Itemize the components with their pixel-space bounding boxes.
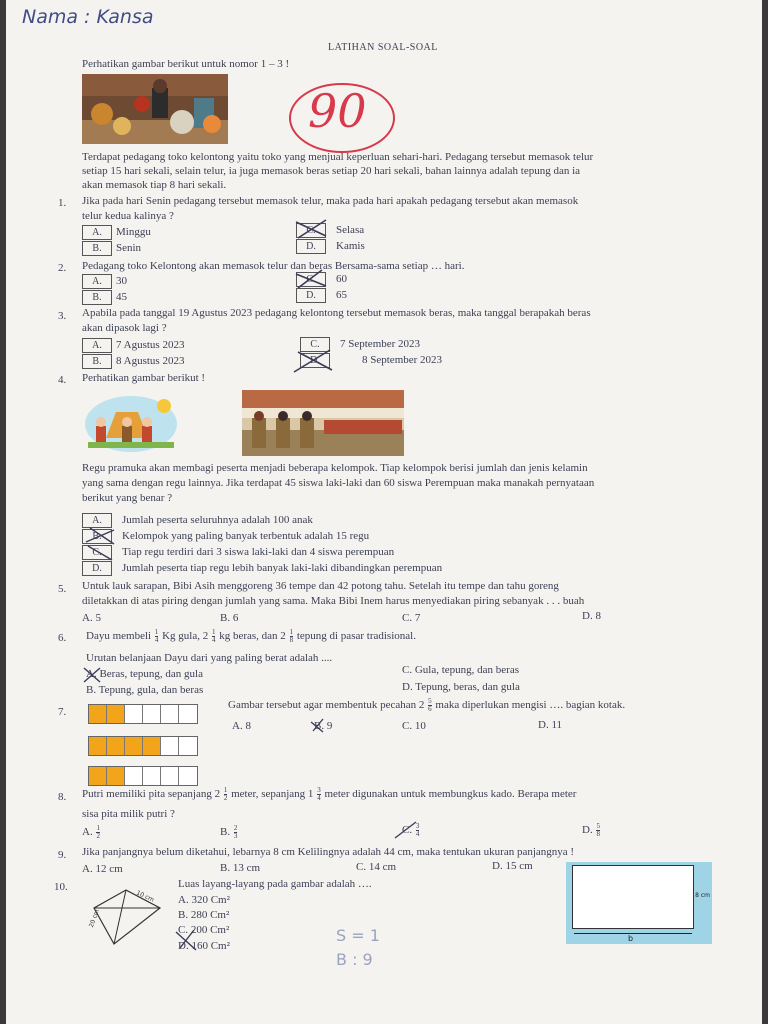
q1-option-d-box[interactable]: D. [296, 239, 326, 254]
q3-option-c-box[interactable]: C. [300, 337, 330, 352]
q9-length-label: b [628, 934, 634, 943]
q8-text-3: meter digunakan untuk membungkus kado. Berapa meter [324, 788, 577, 800]
scout-camp-illustration [82, 392, 180, 454]
q10-kite-label-1: 10 cm [135, 889, 156, 904]
q6-option-d[interactable]: D. Tepung, beras, dan gula [402, 681, 520, 693]
bar3-cell-6 [179, 767, 197, 785]
q8-number: 8. [58, 791, 67, 803]
q4-number: 4. [58, 374, 67, 386]
q7-text [228, 697, 625, 713]
q7-option-c[interactable]: C. 10 [402, 720, 426, 732]
q1-answer-cross [292, 218, 332, 240]
q8-option-d[interactable]: D. $\frac{5}{8}$ [582, 821, 600, 838]
worksheet-page [6, 0, 762, 1024]
bar2-cell-1 [89, 737, 107, 755]
q2-number: 2. [58, 262, 67, 274]
q2-option-d-box[interactable]: D. [296, 288, 326, 303]
q1-option-a-box[interactable]: A. [82, 225, 112, 240]
q6-fraction-3: $\frac{1}{8}$ [289, 627, 294, 644]
q7-answer-cross [308, 716, 328, 734]
q4-option-a: Jumlah peserta seluruhnya adalah 100 anak [122, 514, 313, 526]
q10-text: Luas layang-layang pada gambar adalah …. [178, 878, 372, 890]
q4-option-b: Kelompok yang paling banyak terbentuk adalah 15 regu [122, 530, 370, 542]
q3-option-d: 8 September 2023 [362, 354, 443, 366]
q9-width-label: 8 cm [695, 892, 710, 899]
q1-option-d: Kamis [336, 240, 365, 252]
q9-rectangle-figure [566, 862, 712, 944]
q3-text-2: akan dipasok lagi ? [82, 322, 167, 334]
bar3-cell-3 [125, 767, 143, 785]
q2-option-d: 65 [336, 289, 347, 301]
bar1-cell-3 [125, 705, 143, 723]
bar2-cell-6 [179, 737, 197, 755]
q4-option-c-box[interactable]: C. [82, 545, 112, 560]
q10-option-b[interactable]: B. 280 Cm² [178, 909, 230, 921]
story-line-3: akan memasok tiap 8 hari sekali. [82, 179, 227, 191]
q6-option-a[interactable]: A. Beras, tepung, dan gula [86, 668, 203, 680]
q3-number: 3. [58, 310, 67, 322]
q1-option-b-box[interactable]: B. [82, 241, 112, 256]
q7-bar-3 [88, 766, 198, 786]
q6-fraction-2: $\frac{1}{4}$ [211, 627, 216, 644]
bar2-cell-2 [107, 737, 125, 755]
bar3-cell-2 [107, 767, 125, 785]
q4-option-d: Jumlah peserta tiap regu lebih banyak laki-laki dibandingkan perempuan [122, 562, 443, 574]
bar3-cell-1 [89, 767, 107, 785]
q9-option-c[interactable]: C. 14 cm [356, 861, 397, 873]
q8-text-1: Putri memiliki pita sepanjang 2 [82, 788, 221, 800]
q7-option-a[interactable]: A. 8 [232, 720, 251, 732]
q1-option-c-box[interactable]: C. [296, 223, 326, 238]
q2-option-c: 60 [336, 273, 347, 285]
q6-number: 6. [58, 632, 67, 644]
q8-text [82, 786, 576, 802]
q6-option-c[interactable]: C. Gula, tepung, dan beras [402, 664, 519, 676]
q9-number: 9. [58, 849, 67, 861]
q8-option-b[interactable]: B. $\frac{2}{3}$ [220, 823, 238, 840]
q4-option-d-box[interactable]: D. [82, 561, 112, 576]
market-photo [82, 74, 228, 144]
q5-option-a[interactable]: A. 5 [82, 612, 101, 624]
story-line-2: setiap 15 hari sekali, selain telur, ia juga memasok beras setiap 20 hari sekali, bahan lainnya adalah tepung dan ia [82, 165, 581, 177]
q8-fraction-1: $\frac{1}{2}$ [223, 785, 228, 802]
q7-bar-1 [88, 704, 198, 724]
q1-option-b: Senin [116, 242, 142, 254]
bar3-cell-4 [143, 767, 161, 785]
q7-text-2: maka diperlukan mengisi …. bagian kotak. [435, 699, 626, 711]
q2-option-c-box[interactable]: C. [296, 272, 326, 287]
q7-fraction: $\frac{5}{6}$ [428, 696, 432, 713]
q10-kite-figure [86, 886, 170, 950]
q6-answer-cross [80, 664, 106, 686]
q7-number: 7. [58, 706, 67, 718]
q5-option-d[interactable]: D. 8 [582, 610, 601, 622]
q9-option-d[interactable]: D. 15 cm [492, 860, 533, 872]
q7-bar-2 [88, 736, 198, 756]
q1-text-2: telur kedua kalinya ? [82, 210, 174, 222]
scribble-1: S = 1 [336, 926, 380, 945]
bar1-cell-5 [161, 705, 179, 723]
q10-answer-cross [172, 924, 202, 954]
q1-text-1: Jika pada hari Senin pedagang tersebut memasok telur, maka pada hari apakah pedagang tersebut akan memasok [82, 195, 579, 207]
q8-option-a[interactable]: A. $\frac{1}{2}$ [82, 823, 100, 840]
q1-option-a: Minggu [116, 226, 151, 238]
q2-option-b: 45 [116, 291, 127, 303]
q1-number: 1. [58, 197, 67, 209]
bar2-cell-5 [161, 737, 179, 755]
q8-subtext: sisa pita milik putri ? [82, 808, 175, 820]
q1-option-c: Selasa [336, 224, 365, 236]
q2-answer-cross [292, 268, 332, 290]
bar1-cell-1 [89, 705, 107, 723]
q6-text-4: tepung di pasar tradisional. [296, 630, 416, 642]
q10-option-d[interactable]: D. 160 Cm² [178, 940, 230, 952]
page-title: LATIHAN SOAL-SOAL [328, 42, 438, 53]
q4-para-3: berikut yang benar ? [82, 492, 173, 504]
q5-number: 5. [58, 583, 67, 595]
q5-option-c[interactable]: C. 7 [402, 612, 421, 624]
intro-text: Perhatikan gambar berikut untuk nomor 1 – 3 ! [82, 58, 290, 70]
q8-option-c[interactable]: C. $\frac{3}{4}$ [402, 821, 420, 838]
bar3-cell-5 [161, 767, 179, 785]
q4-para-2: yang sama dengan regu lainnya. Jika terdapat 45 siswa laki-laki dan 60 siswa Perempuan maka manakah pernyataan [82, 477, 595, 489]
q3-option-a: 7 Agustus 2023 [116, 339, 185, 351]
q7-option-b[interactable]: B. 9 [314, 720, 333, 732]
q8-fraction-2: $\frac{3}{4}$ [317, 785, 321, 802]
q6-text-2: Kg gula, 2 [162, 630, 209, 642]
q3-answer-cross [290, 346, 336, 376]
q9-text: Jika panjangnya belum diketahui, lebarnya 8 cm Kelilingnya adalah 44 cm, maka tentukan ukuran panjangnya ! [82, 846, 575, 858]
q4-option-a-box[interactable]: A. [82, 513, 112, 528]
q3-option-b: 8 Agustus 2023 [116, 355, 185, 367]
q2-option-a: 30 [116, 275, 127, 287]
q10-option-c[interactable]: C. 200 Cm² [178, 924, 230, 936]
q6-option-b[interactable]: B. Tepung, gula, dan beras [86, 684, 204, 696]
bar1-cell-2 [107, 705, 125, 723]
market-photo-image [82, 74, 228, 144]
q2-text: Pedagang toko Kelontong akan memasok telur dan beras Bersama-sama setiap … hari. [82, 260, 465, 272]
q4-option-c: Tiap regu terdiri dari 3 siswa laki-laki dan 4 siswa perempuan [122, 546, 395, 558]
q3-option-a-box[interactable]: A. [82, 338, 112, 353]
story-line-1: Terdapat pedagang toko kelontong yaitu toko yang menjual keperluan sehari-hari. Pedagang tersebut memasok telur [82, 151, 594, 163]
q9-rectangle [572, 865, 694, 929]
q9-option-a[interactable]: A. 12 cm [82, 863, 123, 875]
q6-text [86, 628, 416, 644]
q4-text: Perhatikan gambar berikut ! [82, 372, 206, 384]
q3-option-d-box[interactable]: D. [300, 353, 330, 368]
bar1-cell-6 [179, 705, 197, 723]
q5-text-1: Untuk lauk sarapan, Bibi Asih menggoreng 36 tempe dan 42 potong tahu. Setelah itu tempe dan tahu goreng [82, 580, 559, 592]
q3-text-1: Apabila pada tanggal 19 Agustus 2023 pedagang kelontong tersebut memasok beras, maka tanggal berapakah beras [82, 307, 591, 319]
q5-text-2: diletakkan di atas piring dengan jumlah yang sama. Maka Bibi Inem harus menyediakan piring sebanyak . . . buah [82, 595, 585, 607]
q8-text-2: meter, sepanjang 1 [231, 788, 314, 800]
bar1-cell-4 [143, 705, 161, 723]
q5-option-b[interactable]: B. 6 [220, 612, 239, 624]
scout-group-photo [242, 390, 404, 456]
q6-text-1: Dayu membeli [86, 630, 152, 642]
q3-option-b-box[interactable]: B. [82, 354, 112, 369]
q6-fraction-1: $\frac{1}{4}$ [154, 627, 159, 644]
q6-subtext: Urutan belanjaan Dayu dari yang paling berat adalah .... [86, 652, 333, 664]
q4-answer-cross-c [84, 542, 118, 562]
scribble-2: B : 9 [336, 950, 373, 969]
q7-text-1: Gambar tersebut agar membentuk pecahan 2 [228, 699, 425, 711]
q10-option-a[interactable]: A. 320 Cm² [178, 894, 230, 906]
q4-para-1: Regu pramuka akan membagi peserta menjadi beberapa kelompok. Tiap kelompok berisi jumlah dan jenis kelamin [82, 462, 588, 474]
q4-option-b-box[interactable]: B. [82, 529, 112, 544]
q2-option-b-box[interactable]: B. [82, 290, 112, 305]
q6-text-3: kg beras, dan 2 [219, 630, 286, 642]
score-value: 90 [308, 84, 367, 138]
bar2-cell-4 [143, 737, 161, 755]
q8-answer-cross [392, 818, 420, 842]
q2-option-a-box[interactable]: A. [82, 274, 112, 289]
q3-option-c: 7 September 2023 [340, 338, 421, 350]
student-name: Nama : Kansa [22, 6, 154, 28]
q10-number: 10. [54, 881, 68, 893]
q7-option-d[interactable]: D. 11 [538, 719, 563, 731]
q10-kite-label-2: 20 cm [87, 908, 101, 929]
bar2-cell-3 [125, 737, 143, 755]
q9-option-b[interactable]: B. 13 cm [220, 862, 261, 874]
